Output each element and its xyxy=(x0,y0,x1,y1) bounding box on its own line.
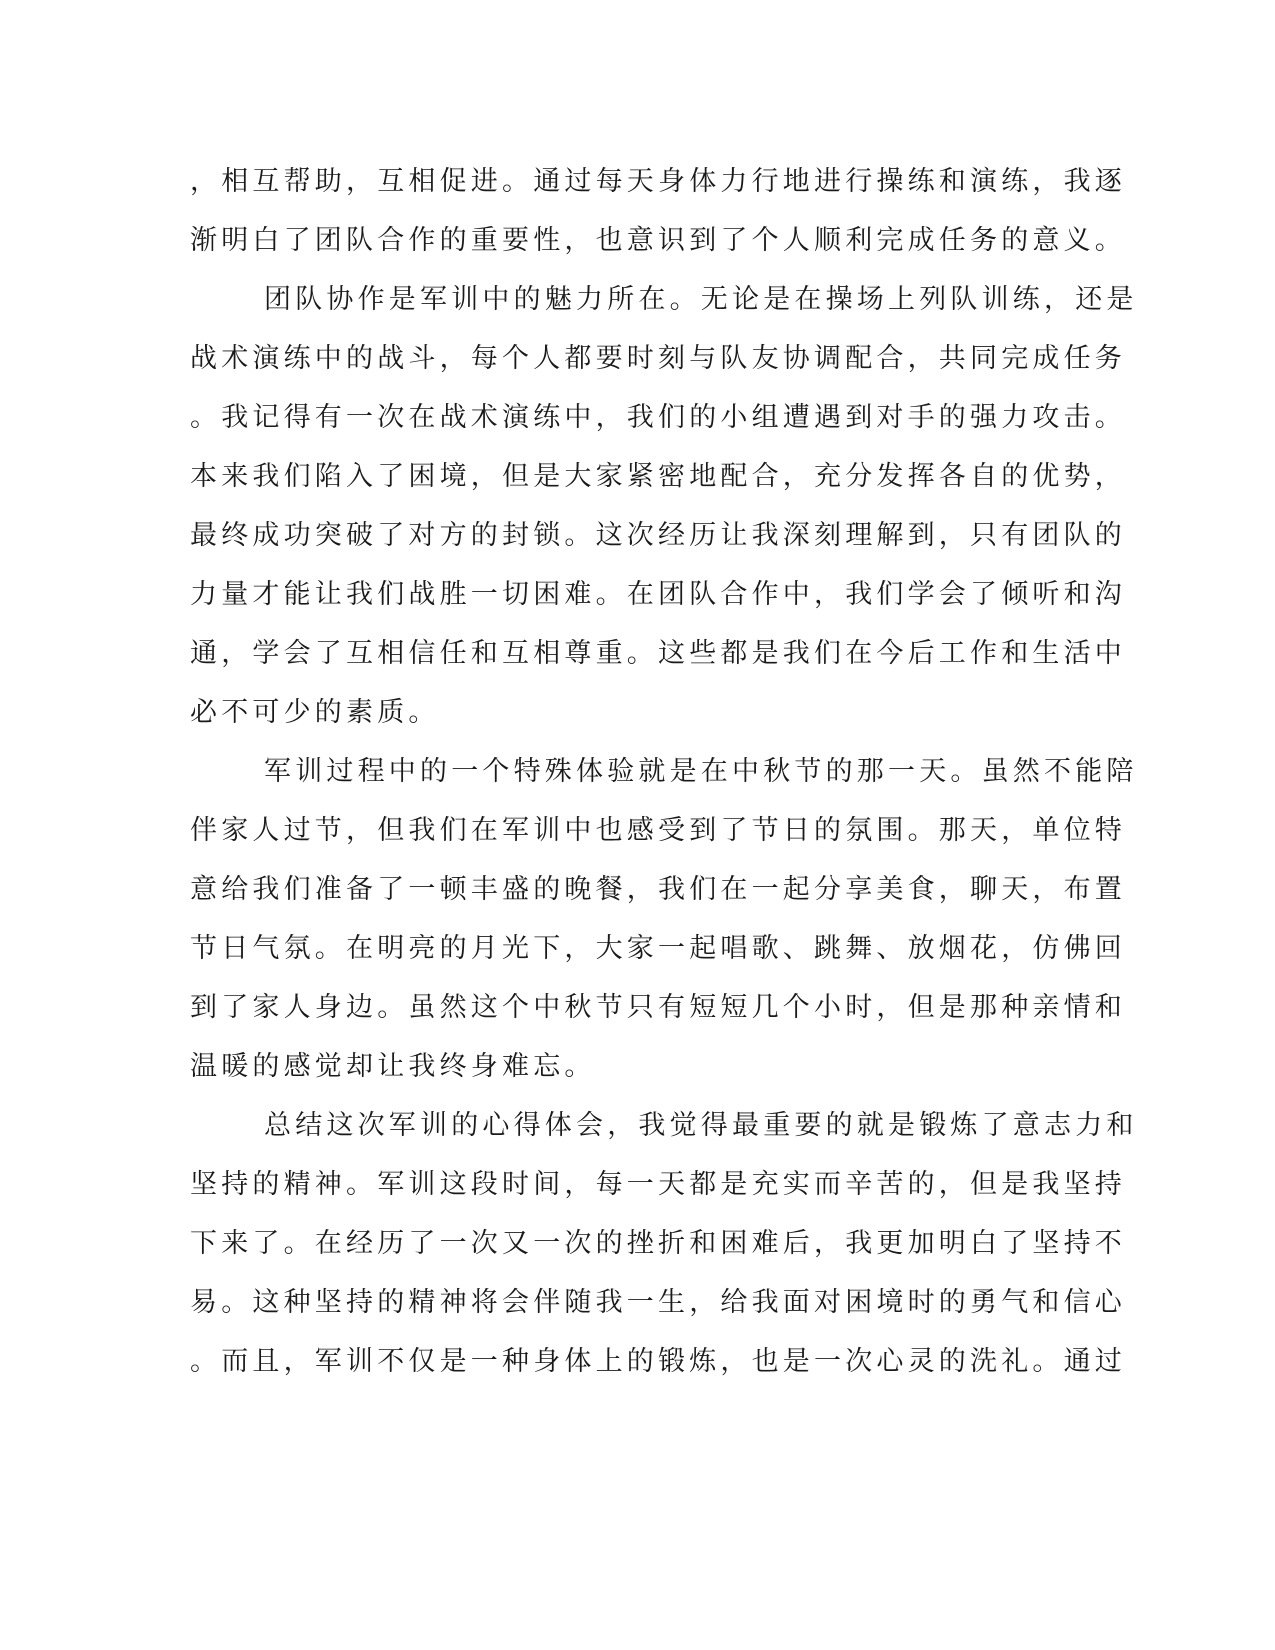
text-line-2: 渐明白了团队合作的重要性，也意识到了个人顺利完成任务的意义。 xyxy=(190,225,1126,256)
text-line-13: 意给我们准备了一顿丰盛的晚餐，我们在一起分享美食，聊天，布置 xyxy=(190,874,1126,905)
text-line-14: 节日气氛。在明亮的月光下，大家一起唱歌、跳舞、放烟花，仿佛回 xyxy=(190,933,1126,964)
text-line-9: 通，学会了互相信任和互相尊重。这些都是我们在今后工作和生活中 xyxy=(190,638,1126,669)
text-line-17: 总结这次军训的心得体会，我觉得最重要的就是锻炼了意志力和 xyxy=(264,1110,1138,1141)
text-line-4: 战术演练中的战斗，每个人都要时刻与队友协调配合，共同完成任务 xyxy=(190,343,1126,374)
text-line-15: 到了家人身边。虽然这个中秋节只有短短几个小时，但是那种亲情和 xyxy=(190,992,1126,1023)
text-line-12: 伴家人过节，但我们在军训中也感受到了节日的氛围。那天，单位特 xyxy=(190,815,1126,846)
text-line-19: 下来了。在经历了一次又一次的挫折和困难后，我更加明白了坚持不 xyxy=(190,1228,1126,1259)
text-line-20: 易。这种坚持的精神将会伴随我一生，给我面对困境时的勇气和信心 xyxy=(190,1287,1126,1318)
text-line-8: 力量才能让我们战胜一切困难。在团队合作中，我们学会了倾听和沟 xyxy=(190,579,1126,610)
text-line-5: 。我记得有一次在战术演练中，我们的小组遭遇到对手的强力攻击。 xyxy=(190,402,1126,433)
text-line-16: 温暖的感觉却让我终身难忘。 xyxy=(190,1051,596,1082)
text-line-1: ，相互帮助，互相促进。通过每天身体力行地进行操练和演练，我逐 xyxy=(190,166,1126,197)
text-line-21: 。而且，军训不仅是一种身体上的锻炼，也是一次心灵的洗礼。通过 xyxy=(190,1346,1126,1377)
text-line-18: 坚持的精神。军训这段时间，每一天都是充实而辛苦的，但是我坚持 xyxy=(190,1169,1126,1200)
text-line-6: 本来我们陷入了困境，但是大家紧密地配合，充分发挥各自的优势， xyxy=(190,461,1126,492)
text-line-3: 团队协作是军训中的魅力所在。无论是在操场上列队训练，还是 xyxy=(264,284,1138,315)
text-line-7: 最终成功突破了对方的封锁。这次经历让我深刻理解到，只有团队的 xyxy=(190,520,1126,551)
text-line-10: 必不可少的素质。 xyxy=(190,697,440,728)
text-line-11: 军训过程中的一个特殊体验就是在中秋节的那一天。虽然不能陪 xyxy=(264,756,1138,787)
